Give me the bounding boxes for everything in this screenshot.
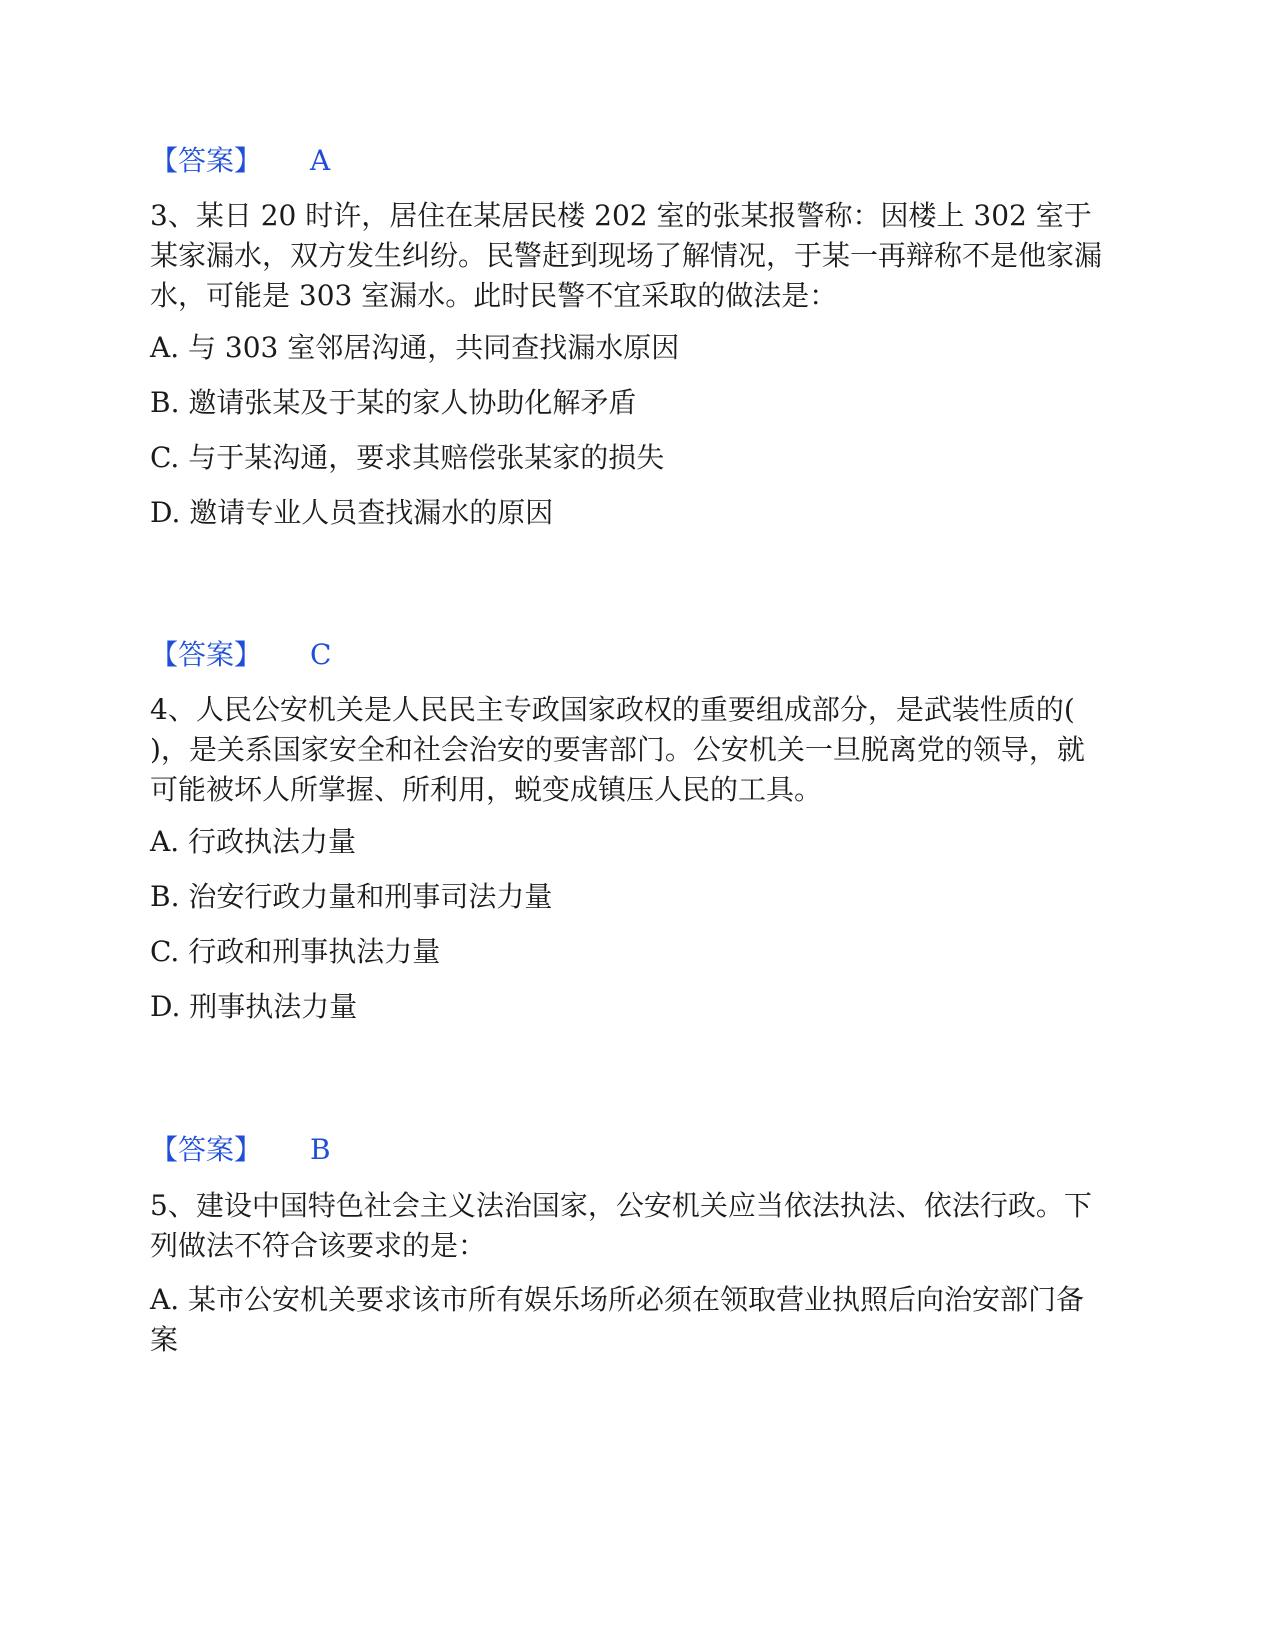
question-3-option-a: A. 与 303 室邻居沟通，共同查找漏水原因: [150, 331, 680, 364]
question-5-option-a: A. 某市公安机关要求该市所有娱乐场所必须在领取营业执照后向治安部门备案: [150, 1283, 1085, 1356]
answer-value: C: [310, 638, 332, 671]
question-3-text: 3、某日 20 时许，居住在某居民楼 202 室的张某报警称：因楼上 302 室于某家漏水，双方发生纠纷。民警赶到现场了解情况，于某一再辩称不是他家漏水，可能是 303 室漏水。此时民警不宜采取的做法是：: [150, 199, 1103, 312]
question-4-option-d: D. 刑事执法力量: [150, 990, 358, 1023]
question-4-option-b: B. 治安行政力量和刑事司法力量: [150, 880, 553, 913]
answer-value: A: [310, 144, 331, 177]
answer-line: [150, 637, 331, 673]
question-4-option-c: C. 行政和刑事执法力量: [150, 935, 441, 968]
question-3-option-d: D. 邀请专业人员查找漏水的原因: [150, 496, 554, 529]
answer-value: B: [310, 1133, 331, 1166]
answer-line: [150, 143, 330, 179]
answer-label: 【答案】: [150, 638, 263, 671]
question-3-option-b: B. 邀请张某及于某的家人协助化解矛盾: [150, 386, 637, 419]
answer-line: [150, 1132, 331, 1168]
answer-label: 【答案】: [150, 144, 263, 177]
question-4-text: 4、人民公安机关是人民民主专政国家政权的重要组成部分，是武装性质的( )，是关系国家安全和社会治安的要害部门。公安机关一旦脱离党的领导，就可能被坏人所掌握、所利用，蜕变成镇压人民的工具。: [150, 693, 1085, 806]
question-4-option-a: A. 行政执法力量: [150, 825, 357, 858]
question-5-text: 5、建设中国特色社会主义法治国家，公安机关应当依法执法、依法行政。下列做法不符合该要求的是：: [150, 1189, 1092, 1262]
answer-label: 【答案】: [150, 1133, 263, 1166]
question-3-option-c: C. 与于某沟通，要求其赔偿张某家的损失: [150, 441, 665, 474]
